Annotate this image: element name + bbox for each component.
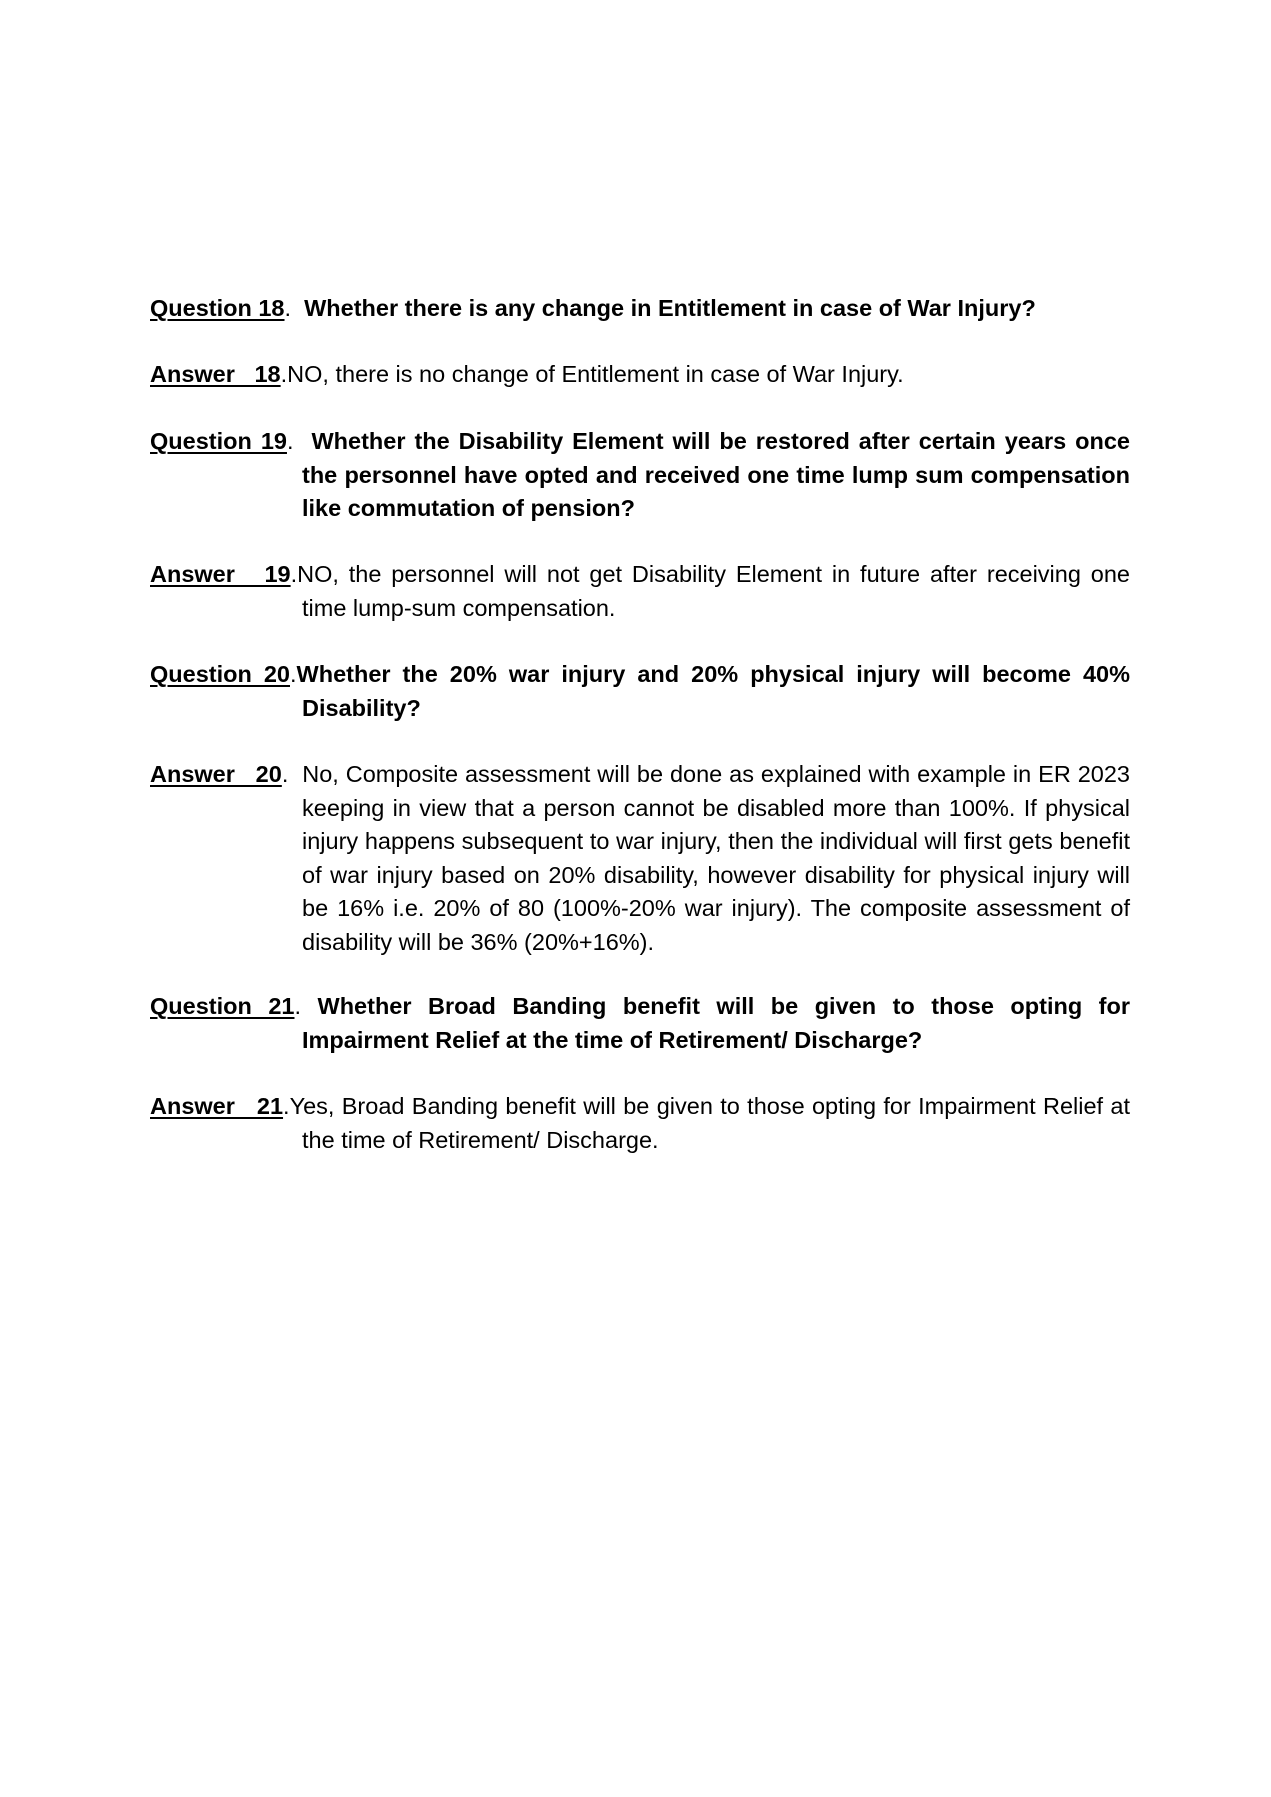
answer-text: No, Composite assessment will be done as explained with example in ER 2023 keeping in view that a person cannot be disabled more than 100%. If physical injury happens subsequent to war injury, then the individual will first gets benefit of war injury based on 20% disability, however disability for physical injury will be 16% i.e. 20% of 80 (100%-20% war injury). The composite assessment of disability will be 36% (20%+16%). [302,761,1131,955]
answer-text: NO, the personnel will not get Disability Element in future after receiving one time lump-sum compensation. [297,561,1130,621]
question-text: Whether Broad Banding benefit will be given to those opting for Impairment Relief at the time of Retirement/ Discharge? [302,993,1131,1053]
question-label: Question 19 [150,428,287,454]
question-text: Whether there is any change in Entitlement in case of War Injury? [304,295,1036,321]
question-label: Question 21 [150,993,295,1019]
answer-label: Answer 18 [150,361,281,387]
answer-21: Answer 21.Yes, Broad Banding benefit will be given to those opting for Impairment Relief at the time of Retirement/ Discharge. [150,1093,1130,1153]
question-21: Question 21. Whether Broad Banding benefit will be given to those opting for Impairment Relief at the time of Retirement/ Discharge? [150,993,1131,1053]
question-19: Question 19. Whether the Disability Element will be restored after certain years once the personnel have opted and received one time lump sum compensation like commutation of pension? [150,428,1130,521]
question-label: Question 20 [150,661,290,687]
answer-label: Answer 19 [150,561,291,587]
answer-19: Answer 19.NO, the personnel will not get Disability Element in future after receiving one time lump-sum compensation. [150,561,1130,621]
question-18: Question 18. Whether there is any change in Entitlement in case of War Injury? [150,295,1036,321]
answer-label: Answer 20 [150,761,282,787]
question-text: Whether the 20% war injury and 20% physical injury will become 40% Disability? [296,661,1130,721]
answer-18: Answer 18.NO, there is no change of Entitlement in case of War Injury. [150,361,904,387]
question-text: Whether the Disability Element will be restored after certain years once the personnel have opted and received one time lump sum compensation like commutation of pension? [302,428,1130,521]
answer-text: Yes, Broad Banding benefit will be given to those opting for Impairment Relief at the time of Retirement/ Discharge. [289,1093,1130,1153]
question-20: Question 20.Whether the 20% war injury and 20% physical injury will become 40% Disability? [150,661,1130,721]
answer-text: NO, there is no change of Entitlement in case of War Injury. [287,361,904,387]
question-label: Question 18 [150,295,285,321]
answer-20: Answer 20. No, Composite assessment will be done as explained with example in ER 2023 keeping in view that a person cannot be disabled more than 100%. If physical injury happens subsequent to war injury, then the individual will first gets benefit of war injury based on 20% disability, however disability for physical injury will be 16% i.e. 20% of 80 (100%-20% war injury). The composite assessment of disability will be 36% (20%+16%). [150,761,1131,955]
answer-label: Answer 21 [150,1093,284,1119]
